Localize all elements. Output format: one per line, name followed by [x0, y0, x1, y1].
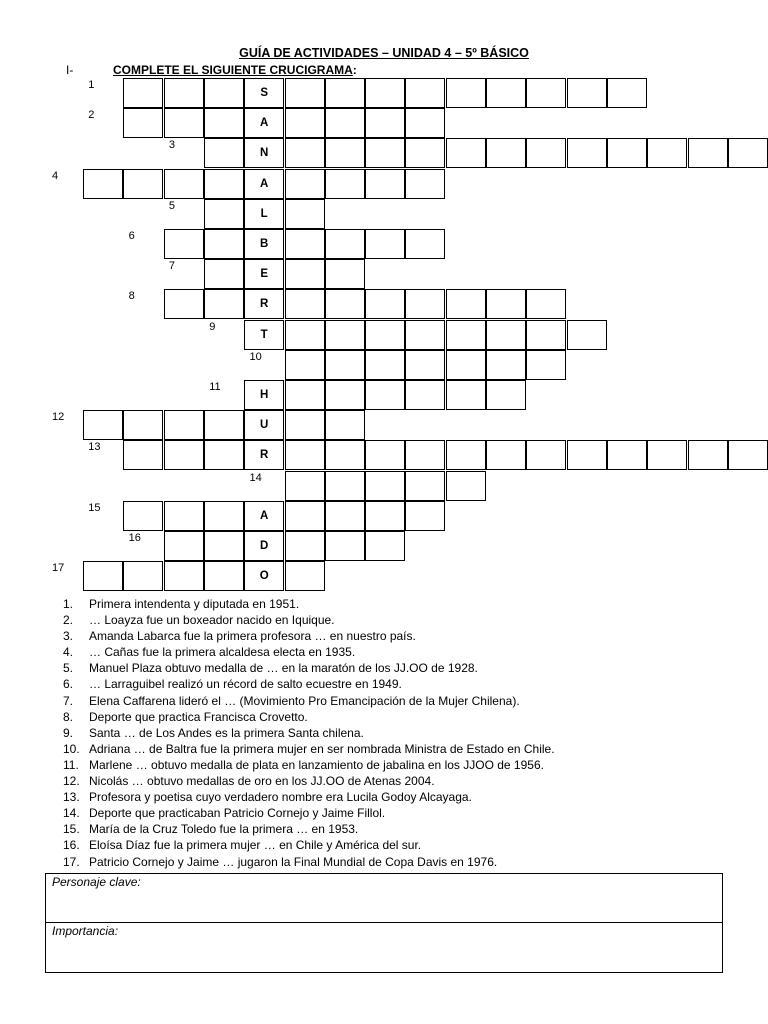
crossword-cell[interactable] — [164, 410, 204, 440]
crossword-cell[interactable] — [325, 350, 365, 380]
clue-number-11: 11 — [209, 381, 221, 393]
crossword-cell[interactable] — [325, 440, 365, 470]
crossword-cell[interactable] — [446, 138, 486, 168]
crossword-cell[interactable] — [365, 531, 405, 561]
clue-text: Amanda Labarca fue la primera profesora … en nuestro país. — [89, 629, 416, 644]
clue-number-8: 8 — [128, 290, 135, 303]
clue-item — [63, 789, 555, 805]
clue-text: Marlene … obtuvo medalla de plata en lanzamiento de jabalina en los JJOO de 1956. — [89, 757, 544, 772]
clue-list — [63, 596, 555, 870]
clue-number-3: 3 — [168, 139, 176, 152]
crossword-cell[interactable] — [365, 380, 405, 410]
personaje-clave-label: Personaje clave: — [52, 875, 141, 889]
crossword-cell[interactable] — [164, 229, 204, 259]
crossword-cell[interactable] — [123, 108, 163, 138]
clue-text: Nicolás … obtuvo medallas de oro en los JJ.OO de Atenas 2004. — [89, 774, 435, 789]
crossword-cell[interactable] — [405, 471, 445, 501]
crossword-cell[interactable] — [164, 440, 204, 470]
section-instruction: COMPLETE EL SIGUIENTE CRUCIGRAMA — [113, 63, 353, 77]
crossword-cell[interactable] — [728, 440, 768, 470]
crossword-cell[interactable] — [325, 531, 365, 561]
crossword-cell[interactable] — [325, 320, 365, 350]
crossword-cell[interactable] — [405, 229, 445, 259]
crossword-cell[interactable] — [164, 531, 204, 561]
crossword-cell[interactable] — [325, 380, 365, 410]
crossword-cell[interactable] — [164, 501, 204, 531]
crossword-cell[interactable] — [405, 78, 445, 108]
clue-index: 2. — [63, 613, 74, 628]
crossword-cell[interactable] — [567, 320, 607, 350]
clue-item — [63, 612, 555, 628]
crossword-cell[interactable] — [325, 501, 365, 531]
crossword-cell[interactable] — [446, 440, 486, 470]
crossword-cell[interactable] — [204, 138, 244, 168]
clue-index: 5. — [63, 661, 74, 676]
crossword-cell[interactable] — [204, 229, 244, 259]
crossword-cell[interactable] — [285, 138, 325, 168]
crossword-cell[interactable] — [365, 501, 405, 531]
crossword-cell[interactable] — [405, 138, 445, 168]
crossword-cell[interactable] — [486, 320, 526, 350]
crossword-cell[interactable] — [486, 440, 526, 470]
clue-text: Eloísa Díaz fue la primera mujer … en Chile y América del sur. — [89, 838, 422, 853]
key-letter-cell[interactable]: E — [244, 259, 284, 289]
crossword-cell[interactable] — [204, 410, 244, 440]
clue-item — [63, 757, 555, 773]
clue-item — [63, 821, 555, 837]
clue-index: 10. — [63, 741, 80, 756]
crossword-cell[interactable] — [285, 108, 325, 138]
clue-number-14: 14 — [249, 471, 262, 484]
crossword-cell[interactable] — [567, 78, 607, 108]
crossword-cell[interactable] — [405, 169, 445, 199]
clue-item — [63, 676, 555, 692]
crossword-cell[interactable] — [164, 289, 204, 319]
clue-index: 12. — [63, 774, 80, 789]
crossword-cell[interactable] — [285, 259, 325, 289]
clue-item — [63, 741, 555, 757]
crossword-cell[interactable] — [204, 561, 244, 591]
crossword-cell[interactable] — [526, 320, 566, 350]
crossword-cell[interactable] — [204, 169, 244, 199]
importancia-box[interactable] — [45, 922, 723, 973]
crossword-cell[interactable] — [647, 138, 687, 168]
crossword-cell[interactable] — [446, 320, 486, 350]
clue-index: 9. — [63, 725, 74, 740]
crossword-cell[interactable] — [486, 138, 526, 168]
crossword-cell[interactable] — [325, 410, 365, 440]
clue-index: 6. — [63, 677, 74, 692]
crossword-cell[interactable] — [607, 138, 647, 168]
key-letter-cell[interactable]: R — [244, 289, 284, 319]
crossword-cell[interactable] — [446, 350, 486, 380]
crossword-cell[interactable] — [204, 199, 244, 229]
importancia-label: Importancia: — [52, 924, 119, 938]
crossword-cell[interactable] — [123, 561, 163, 591]
crossword-cell[interactable] — [526, 138, 566, 168]
crossword-cell[interactable] — [204, 440, 244, 470]
clue-text: Primera intendenta y diputada en 1951. — [89, 597, 300, 611]
page-title: GUÍA DE ACTIVIDADES – UNIDAD 4 – 5º BÁSICO — [239, 46, 529, 60]
crossword-cell[interactable] — [365, 138, 405, 168]
crossword-cell[interactable] — [285, 410, 325, 440]
clue-number-2: 2 — [88, 109, 95, 122]
key-letter-cell[interactable]: U — [244, 410, 284, 440]
key-letter-cell[interactable]: A — [244, 169, 284, 199]
clue-index: 1. — [63, 597, 74, 611]
key-letter-cell[interactable]: N — [244, 138, 284, 168]
crossword-cell[interactable] — [688, 138, 728, 168]
crossword-cell[interactable] — [285, 531, 325, 561]
clue-text: Patricio Cornejo y Jaime … jugaron la Final Mundial de Copa Davis en 1976. — [89, 854, 498, 869]
clue-text: Manuel Plaza obtuvo medalla de … en la maratón de los JJ.OO de 1928. — [89, 661, 478, 676]
clue-text: Deporte que practica Francisca Crovetto. — [89, 709, 308, 724]
clue-number-15: 15 — [88, 501, 101, 514]
crossword-cell[interactable] — [285, 229, 325, 259]
personaje-clave-box[interactable] — [45, 873, 723, 923]
clue-text: María de la Cruz Toledo fue la primera … en 1953. — [89, 822, 359, 837]
clue-text: Elena Caffarena lideró el … (Movimiento Pro Emancipación de la Mujer Chilena). — [89, 693, 520, 708]
clue-number-4: 4 — [52, 169, 59, 182]
crossword-cell[interactable] — [164, 78, 204, 108]
crossword-cell[interactable] — [365, 320, 405, 350]
key-letter-cell[interactable]: O — [244, 561, 284, 591]
clue-text: … Larraguibel realizó un récord de salto ecuestre en 1949. — [89, 677, 402, 692]
crossword-cell[interactable] — [204, 108, 244, 138]
crossword-cell[interactable] — [607, 440, 647, 470]
crossword-cell[interactable] — [405, 108, 445, 138]
clue-item — [63, 854, 555, 870]
clue-item — [63, 837, 555, 853]
crossword-cell[interactable] — [365, 108, 405, 138]
crossword-cell[interactable] — [164, 561, 204, 591]
crossword-cell[interactable] — [204, 78, 244, 108]
clue-index: 14. — [63, 806, 80, 821]
crossword-cell[interactable] — [123, 169, 163, 199]
crossword-cell[interactable] — [365, 229, 405, 259]
crossword-cell[interactable] — [285, 169, 325, 199]
clue-item — [63, 709, 555, 725]
crossword-cell[interactable] — [567, 440, 607, 470]
clue-index: 17. — [63, 854, 80, 869]
crossword-cell[interactable] — [607, 78, 647, 108]
crossword-cell[interactable] — [567, 138, 607, 168]
clue-index: 7. — [63, 693, 74, 708]
crossword-cell[interactable] — [486, 350, 526, 380]
clue-number-1: 1 — [88, 79, 95, 91]
clue-text: Adriana … de Baltra fue la primera mujer en ser nombrada Ministra de Estado en Chile. — [89, 741, 555, 756]
key-letter-cell[interactable]: H — [244, 380, 284, 410]
clue-number-5: 5 — [168, 199, 176, 212]
crossword-cell[interactable] — [325, 169, 365, 199]
clue-index: 11. — [63, 757, 79, 772]
key-letter-cell[interactable]: R — [244, 440, 284, 470]
clue-item — [63, 805, 555, 821]
crossword-cell[interactable] — [365, 440, 405, 470]
clue-text: … Loayza fue un boxeador nacido en Iquique. — [89, 613, 335, 628]
clue-item — [63, 644, 555, 660]
crossword-cell[interactable] — [688, 440, 728, 470]
clue-index: 3. — [63, 629, 74, 644]
clue-index: 4. — [63, 645, 74, 660]
crossword-cell[interactable] — [325, 259, 365, 289]
crossword-cell[interactable] — [83, 169, 123, 199]
crossword-cell[interactable] — [526, 78, 566, 108]
crossword-cell[interactable] — [83, 410, 123, 440]
crossword-cell[interactable] — [486, 380, 526, 410]
clue-text: Deporte que practicaban Patricio Cornejo y Jaime Fillol. — [89, 806, 386, 821]
crossword-cell[interactable] — [123, 501, 163, 531]
key-letter-cell[interactable]: D — [244, 531, 284, 561]
crossword-cell[interactable] — [405, 350, 445, 380]
crossword-cell[interactable] — [123, 410, 163, 440]
crossword-cell[interactable] — [325, 78, 365, 108]
crossword-cell[interactable] — [365, 169, 405, 199]
clue-index: 13. — [63, 790, 80, 805]
crossword-cell[interactable] — [486, 78, 526, 108]
crossword-cell[interactable] — [405, 320, 445, 350]
key-letter-cell[interactable]: T — [244, 320, 284, 350]
clue-item — [63, 596, 555, 612]
crossword-cell[interactable] — [526, 440, 566, 470]
crossword-cell[interactable] — [285, 471, 325, 501]
crossword-cell[interactable] — [728, 138, 768, 168]
clue-item — [63, 693, 555, 709]
crossword-cell[interactable] — [204, 259, 244, 289]
crossword-cell[interactable] — [285, 380, 325, 410]
crossword-cell[interactable] — [123, 78, 163, 108]
crossword-cell[interactable] — [405, 440, 445, 470]
crossword-cell[interactable] — [365, 471, 405, 501]
crossword-cell[interactable] — [647, 440, 687, 470]
clue-number-17: 17 — [52, 562, 65, 575]
key-letter-cell[interactable]: B — [244, 229, 284, 259]
crossword-cell[interactable] — [526, 289, 566, 319]
clue-item — [63, 725, 555, 741]
crossword-cell[interactable] — [405, 501, 445, 531]
crossword-cell[interactable] — [285, 289, 325, 319]
clue-index: 8. — [63, 709, 74, 724]
clue-number-7: 7 — [168, 260, 176, 273]
crossword-cell[interactable] — [325, 108, 365, 138]
crossword-cell[interactable] — [164, 108, 204, 138]
crossword-cell[interactable] — [83, 561, 123, 591]
clue-item — [63, 660, 555, 676]
clue-text: Santa … de Los Andes es la primera Santa chilena. — [89, 725, 364, 740]
crossword-cell[interactable] — [486, 289, 526, 319]
key-letter-cell[interactable]: A — [244, 108, 284, 138]
clue-number-12: 12 — [52, 411, 65, 424]
crossword-cell[interactable] — [204, 531, 244, 561]
key-letter-cell[interactable]: S — [244, 78, 284, 108]
clue-number-9: 9 — [209, 320, 216, 333]
crossword-cell[interactable] — [365, 350, 405, 380]
clue-number-16: 16 — [128, 532, 141, 544]
crossword-cell[interactable] — [285, 320, 325, 350]
crossword-cell[interactable] — [285, 440, 325, 470]
crossword-cell[interactable] — [285, 78, 325, 108]
crossword-cell[interactable] — [405, 380, 445, 410]
key-letter-cell[interactable]: L — [244, 199, 284, 229]
crossword-cell[interactable] — [285, 199, 325, 229]
crossword-cell[interactable] — [123, 440, 163, 470]
crossword-cell[interactable] — [204, 501, 244, 531]
key-letter-cell[interactable]: A — [244, 501, 284, 531]
crossword-cell[interactable] — [325, 229, 365, 259]
section-instruction-colon: : — [352, 63, 357, 77]
crossword-cell[interactable] — [446, 380, 486, 410]
crossword-cell[interactable] — [446, 471, 486, 501]
crossword-cell[interactable] — [365, 289, 405, 319]
clue-text: … Cañas fue la primera alcaldesa electa en 1935. — [89, 645, 356, 660]
crossword-cell[interactable] — [285, 501, 325, 531]
clue-number-13: 13 — [88, 441, 101, 454]
clue-number-6: 6 — [128, 230, 135, 242]
crossword-cell[interactable] — [164, 169, 204, 199]
clue-index: 15. — [63, 822, 80, 837]
crossword-cell[interactable] — [204, 289, 244, 319]
clue-item — [63, 773, 555, 789]
clue-item — [63, 628, 555, 644]
crossword-cell[interactable] — [285, 350, 325, 380]
clue-index: 16. — [63, 838, 80, 853]
crossword-cell[interactable] — [446, 289, 486, 319]
crossword-cell[interactable] — [285, 561, 325, 591]
section-number: I- — [66, 63, 74, 77]
crossword-cell[interactable] — [526, 350, 566, 380]
crossword-cell[interactable] — [365, 78, 405, 108]
clue-number-10: 10 — [249, 350, 262, 363]
crossword-cell[interactable] — [405, 289, 445, 319]
crossword-cell[interactable] — [325, 289, 365, 319]
clue-text: Profesora y poetisa cuyo verdadero nombre era Lucila Godoy Alcayaga. — [89, 790, 472, 805]
crossword-cell[interactable] — [325, 471, 365, 501]
crossword-cell[interactable] — [446, 78, 486, 108]
crossword-cell[interactable] — [325, 138, 365, 168]
